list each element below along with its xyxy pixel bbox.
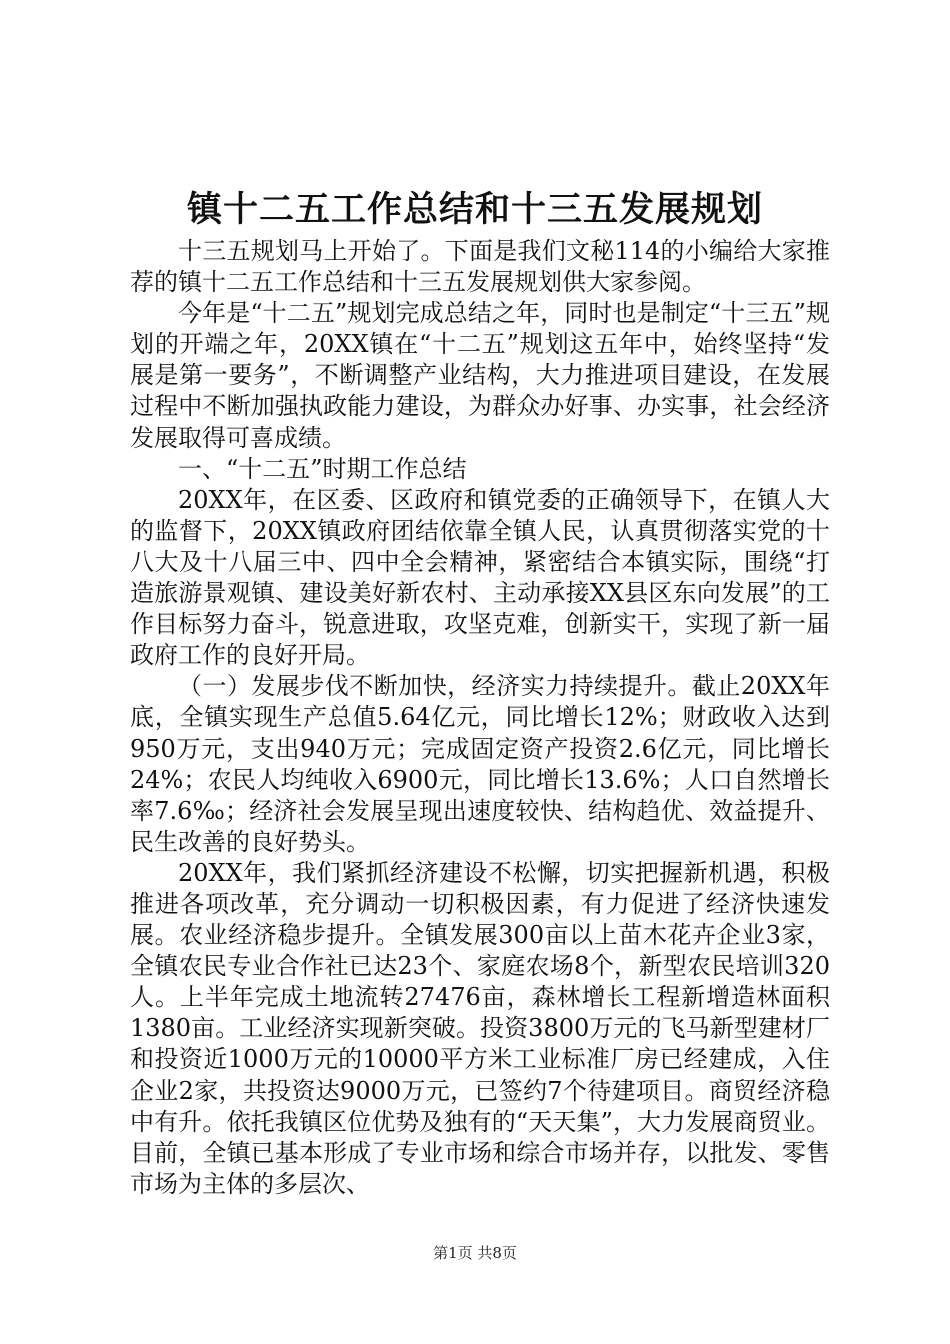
section-heading: 一、“十二五”时期工作总结 <box>178 454 467 483</box>
paragraph-intro: 十三五规划马上开始了。下面是我们文秘114的小编给大家推荐的镇十二五工作总结和十三五发展规划供大家参阅。 <box>130 237 830 297</box>
paragraph-summary: 20XX年，在区委、区政府和镇党委的正确领导下，在镇人大的监督下，20XX镇政府团结依靠全镇人民，认真贯彻落实党的十八大及十八届三中、四中全会精神，紧密结合本镇实际，围绕“打造旅游景观镇、建设美好新农村、主动承接XX县区东向发展”的工作目标努力奋斗，锐意进取，攻坚克难，创新实干，实现了新一届政府工作的良好开局。 <box>130 485 830 670</box>
paragraph-overview: 今年是“十二五”规划完成总结之年，同时也是制定“十三五”规划的开端之年，20XX镇在“十二五”规划这五年中，始终坚持“发展是第一要务”，不断调整产业结构，大力推进项目建设，在发展过程中不断加强执政能力建设，为群众办好事、办实事，社会经济发展取得可喜成绩。 <box>130 299 830 452</box>
document-title: 镇十二五工作总结和十三五发展规划 <box>186 189 763 230</box>
page-footer: 第1页 共8页 <box>433 1244 517 1262</box>
paragraph-development: 20XX年，我们紧抓经济建设不松懈，切实把握新机遇，积极推进各项改革，充分调动一切积极因素，有力促进了经济快速发展。农业经济稳步提升。全镇发展300亩以上苗木花卉企业3家，全镇农民专业合作社已达23个、家庭农场8个，新型农民培训320人。上半年完成土地流转27476亩，森林增长工程新增造林面积1380亩。工业经济实现新突破。投资3800万元的飞马新型建材厂和投资近1000万元的10000平方米工业标准厂房已经建成，入住企业2家，共投资达9000万元，已签约7个待建项目。商贸经济稳中有升。依托我镇区位优势及独有的“天天集”，大力发展商贸业。目前，全镇已基本形成了专业市场和综合市场并存，以批发、零售市场为主体的多层次、 <box>130 858 830 1198</box>
document-body <box>130 236 830 1200</box>
paragraph-economy: （一）发展步伐不断加快，经济实力持续提升。截止20XX年底，全镇实现生产总值5.64亿元，同比增长12%；财政收入达到950万元，支出940万元；完成固定资产投资2.6亿元，同比增长24%；农民人均纯收入6900元，同比增长13.6%；人口自然增长率7.6‰；经济社会发展呈现出速度较快、结构趋优、效益提升、民生改善的良好势头。 <box>130 672 830 856</box>
